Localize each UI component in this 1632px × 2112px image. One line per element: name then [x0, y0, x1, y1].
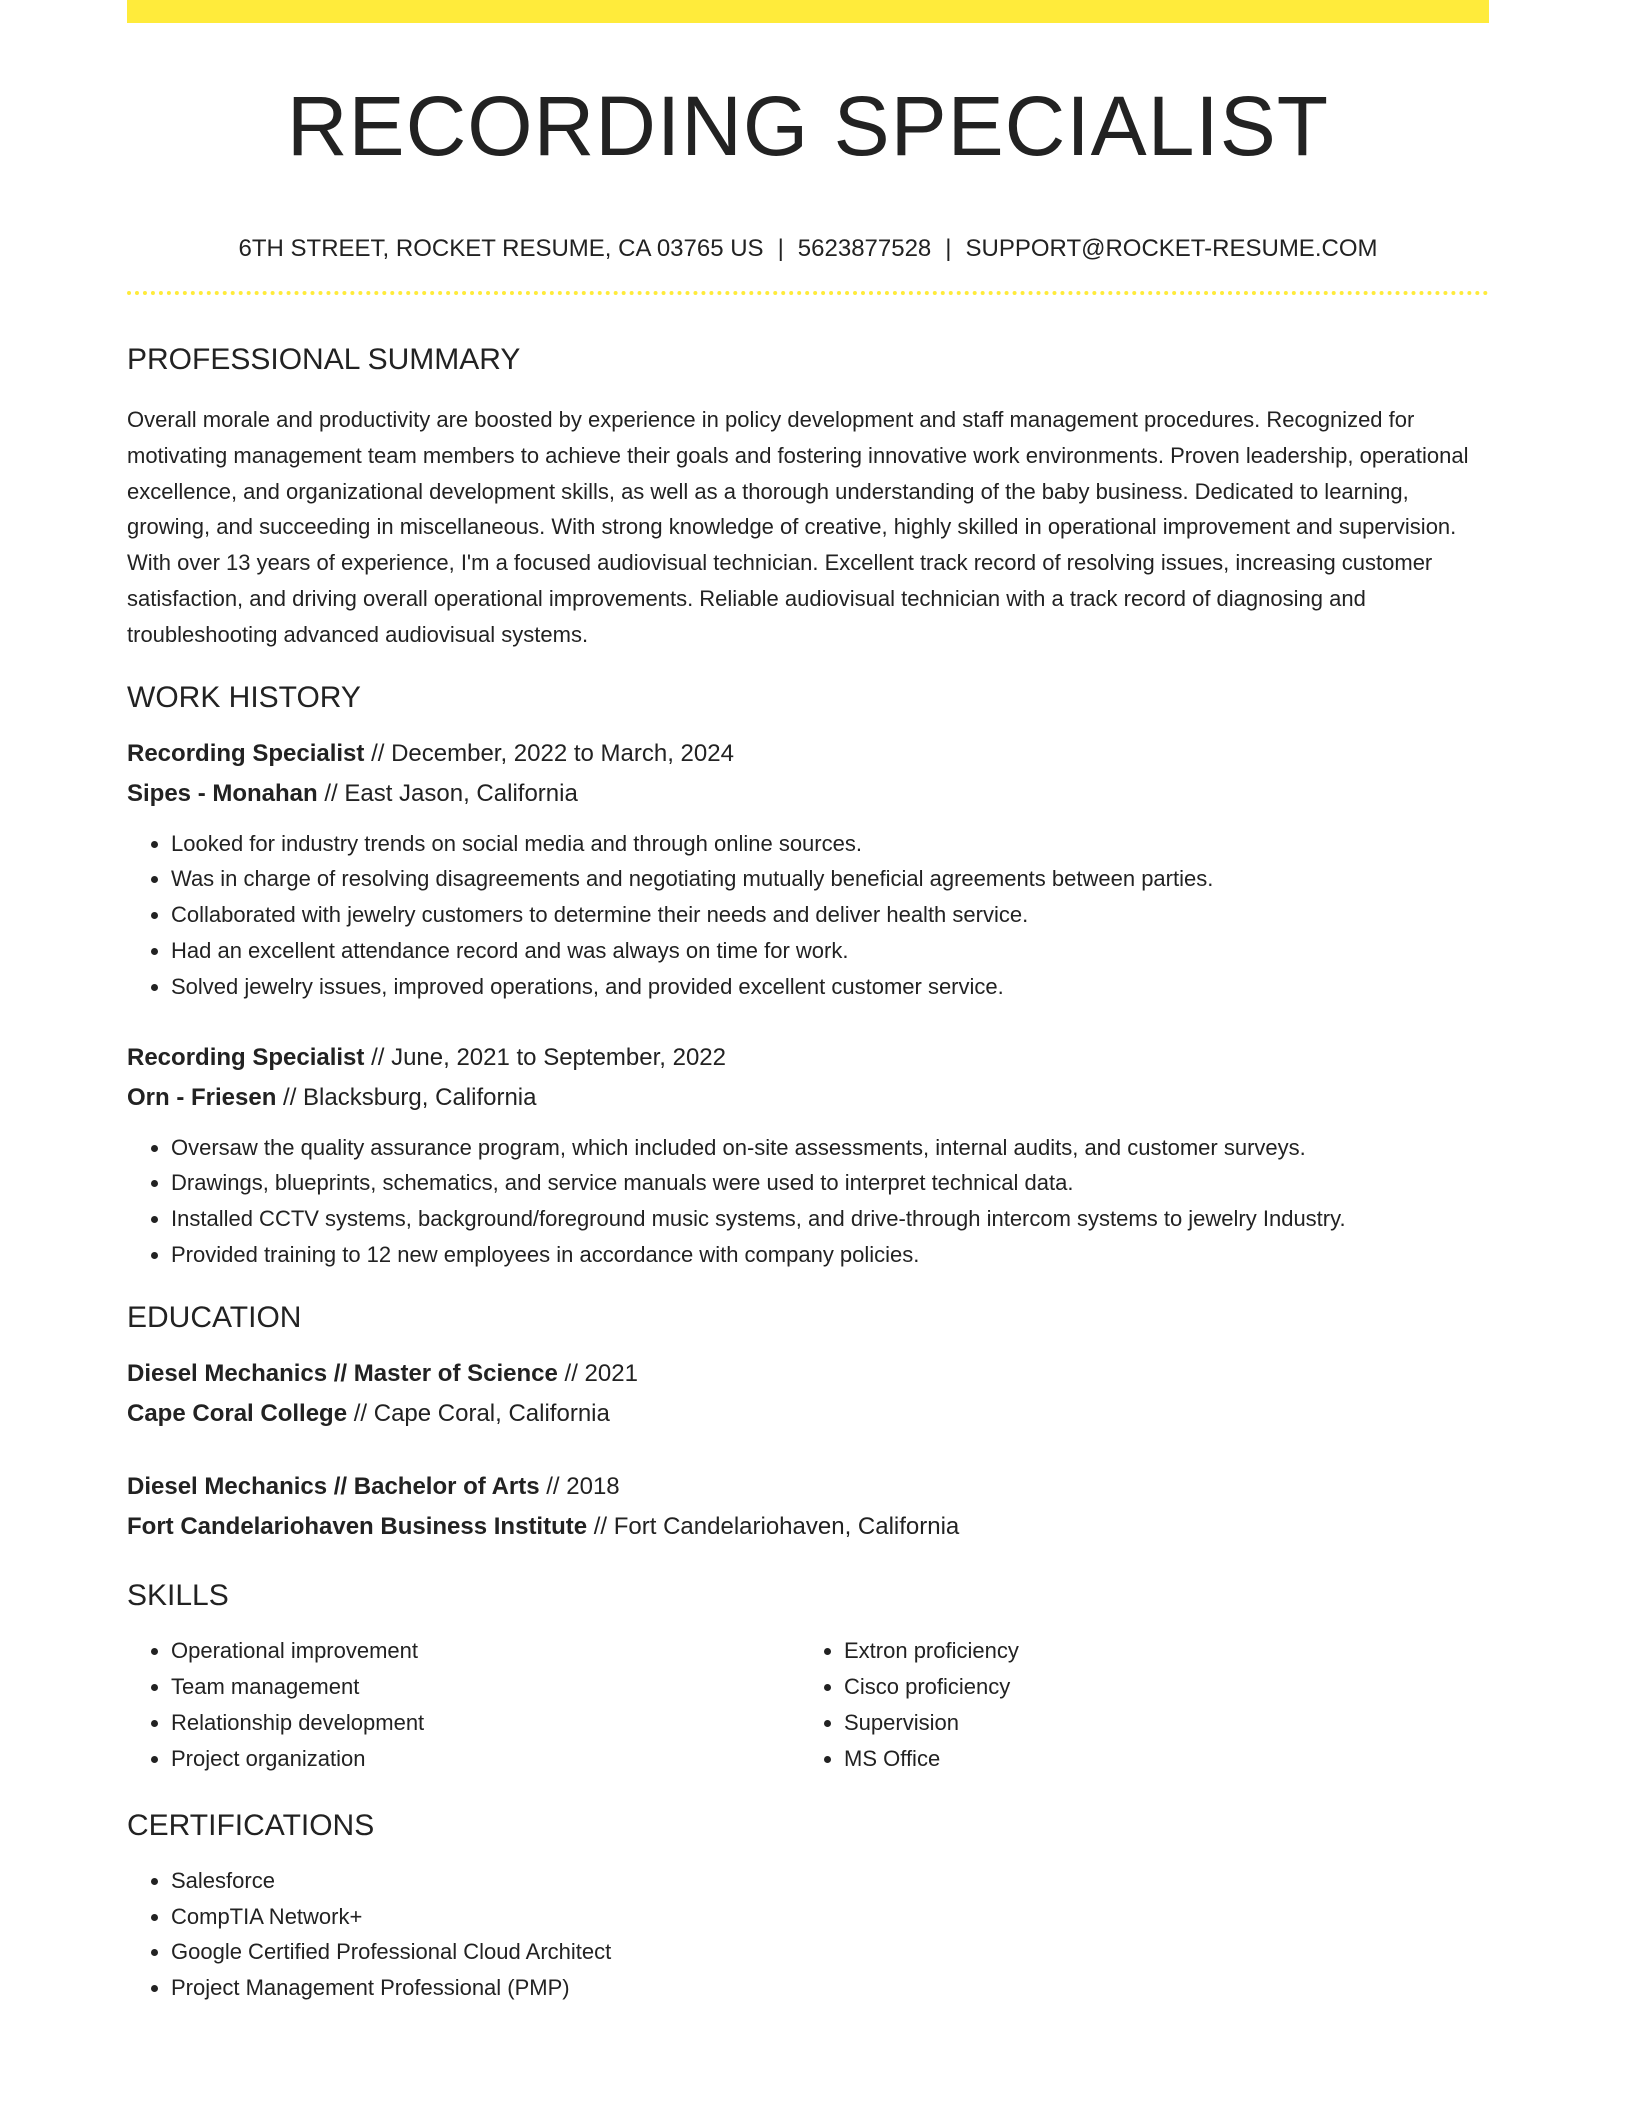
certifications-heading: CERTIFICATIONS — [127, 1808, 375, 1842]
address-text: 6TH STREET, ROCKET RESUME, CA 03765 US — [238, 235, 764, 262]
skill-item: • Extron proficiency — [844, 1633, 1473, 1669]
skills-heading: SKILLS — [127, 1578, 229, 1612]
skill-item: • Cisco proficiency — [844, 1669, 1473, 1705]
email-text: SUPPORT@ROCKET-RESUME.COM — [965, 235, 1378, 262]
resume-page — [127, 0, 1489, 2006]
school-location: // Cape Coral, California — [347, 1399, 610, 1427]
skills-column-right — [800, 1633, 1473, 1777]
certification-item: • Salesforce — [171, 1863, 1489, 1899]
school: Fort Candelariohaven Business Institute — [127, 1512, 588, 1540]
job-bullet: • Was in charge of resolving disagreements and negotiating mutually beneficial agreements between parties. — [171, 861, 1489, 897]
skill-item: • Supervision — [844, 1705, 1473, 1741]
job-bullet: • Collaborated with jewelry customers to determine their needs and deliver health service. — [171, 897, 1489, 933]
summary-heading: PROFESSIONAL SUMMARY — [127, 343, 521, 376]
job-bullet: • Provided training to 12 new employees in accordance with company policies. — [171, 1237, 1489, 1273]
certification-item: • Google Certified Professional Cloud Architect — [171, 1934, 1489, 1970]
job-company-line — [127, 774, 1489, 814]
job-role-line — [127, 1038, 1489, 1078]
contact-line — [127, 237, 1489, 261]
skill-item: • Team management — [171, 1669, 800, 1705]
job-role: Recording Specialist — [127, 1043, 365, 1071]
education-heading: EDUCATION — [127, 1300, 302, 1334]
skills-grid — [127, 1633, 1489, 1777]
degree: Diesel Mechanics // Master of Science — [127, 1359, 558, 1387]
degree-line — [127, 1354, 1489, 1394]
school-line — [127, 1394, 1489, 1434]
certification-item: • CompTIA Network+ — [171, 1899, 1489, 1935]
job-bullet: • Drawings, blueprints, schematics, and service manuals were used to interpret technical data. — [171, 1165, 1489, 1201]
job-company: Sipes - Monahan — [127, 779, 318, 807]
work-history-heading: WORK HISTORY — [127, 680, 361, 714]
school-line — [127, 1507, 1489, 1547]
summary-text: Overall morale and productivity are boosted by experience in policy development and staff management procedures. Recognized for motivating management team members to achieve their goals and fostering innovative work environments. Proven leadership, operational excellence, and organizational development skills, as well as a thorough understanding of the baby business. Dedicated to learning, growing, and succeeding in miscellaneous. With strong knowledge of creative, highly skilled in operational improvement and supervision. With over 13 years of experience, I'm a focused audiovisual technician. Excellent track record of resolving issues, increasing customer satisfaction, and driving overall operational improvements. Reliable audiovisual technician with a track record of diagnosing and troubleshooting advanced audiovisual systems. — [127, 407, 1469, 647]
job-company: Orn - Friesen — [127, 1083, 277, 1111]
contact-separator: | — [777, 235, 784, 262]
education-entry — [127, 1354, 1489, 1434]
degree-year: // 2021 — [557, 1359, 638, 1387]
education-entry — [127, 1467, 1489, 1547]
phone-text: 5623877528 — [797, 235, 932, 262]
job-location: // East Jason, California — [317, 779, 578, 807]
job-bullets — [127, 826, 1489, 1005]
skill-item: • Relationship development — [171, 1705, 800, 1741]
dotted-divider — [127, 291, 1489, 295]
skill-item: • Project organization — [171, 1741, 800, 1777]
degree-year: // 2018 — [539, 1472, 620, 1500]
job-company-line — [127, 1078, 1489, 1118]
job-dates: // June, 2021 to September, 2022 — [364, 1043, 726, 1071]
skill-item: • Operational improvement — [171, 1633, 800, 1669]
job-bullet: • Solved jewelry issues, improved operations, and provided excellent customer service. — [171, 969, 1489, 1005]
skills-column-left — [127, 1633, 800, 1777]
job-role-line — [127, 734, 1489, 774]
certifications-list — [127, 1863, 1489, 2006]
job-entry — [127, 1038, 1489, 1273]
job-role: Recording Specialist — [127, 739, 365, 767]
job-dates: // December, 2022 to March, 2024 — [364, 739, 734, 767]
school-location: // Fort Candelariohaven, California — [587, 1512, 960, 1540]
degree-line — [127, 1467, 1489, 1507]
contact-separator: | — [945, 235, 952, 262]
top-accent-bar — [127, 0, 1489, 23]
degree: Diesel Mechanics // Bachelor of Arts — [127, 1472, 540, 1500]
job-bullets — [127, 1130, 1489, 1273]
job-entry — [127, 734, 1489, 1005]
job-location: // Blacksburg, California — [276, 1083, 537, 1111]
job-bullet: • Oversaw the quality assurance program, which included on-site assessments, internal audits, and customer surveys. — [171, 1130, 1489, 1166]
school: Cape Coral College — [127, 1399, 348, 1427]
certification-item: • Project Management Professional (PMP) — [171, 1970, 1489, 2006]
job-bullet: • Installed CCTV systems, background/foreground music systems, and drive-through intercom systems to jewelry Industry. — [171, 1201, 1489, 1237]
candidate-title: RECORDING SPECIALIST — [286, 79, 1330, 173]
job-bullet: • Had an excellent attendance record and was always on time for work. — [171, 933, 1489, 969]
skill-item: • MS Office — [844, 1741, 1473, 1777]
job-bullet: • Looked for industry trends on social media and through online sources. — [171, 826, 1489, 862]
